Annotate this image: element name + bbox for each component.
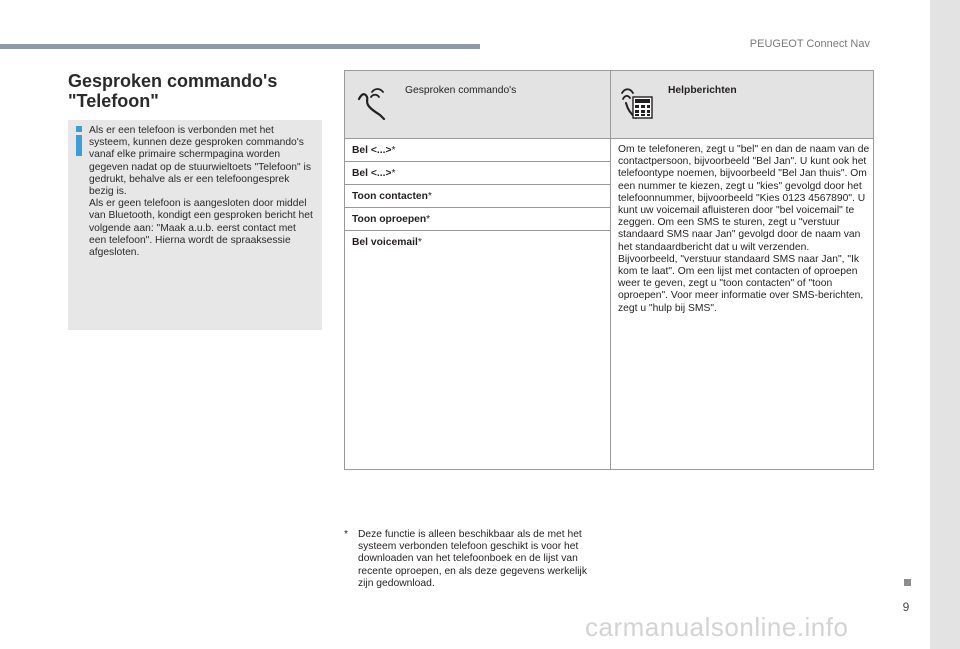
command-footnote-mark: * xyxy=(391,145,396,156)
help-message-text: Om te telefoneren, zegt u "bel" en dan de naam van de contactpersoon, bijvoorbeeld "Bel Jan". U kunt ook het telefoontype noemen, bijvoorbeeld "Bel Jan thuis". Om een nummer te kiezen, zegt u "kies" gevolgd door het telefoonnummer, bijvoorbeeld "Kies 0123 4567890". U kunt uw voicemail afluisteren door "bel voicemail" te zeggen. Om een SMS te sturen, zegt u "verstuur standaard SMS naar Jan" gevolgd door de naam van het standaardbericht dat u wilt verzenden. Bijvoorbeeld, "verstuur standaard SMS naar Jan", "Ik kom te laat". Om een lijst met contacten of oproepen weer te geven, zegt u "toon contacten" of "toon oproepen". Voor meer informatie over SMS-berichten, zegt u "hulp bij SMS". xyxy=(618,144,870,314)
command-row xyxy=(345,231,610,254)
command-list xyxy=(345,139,610,254)
voice-help-icon xyxy=(620,85,654,121)
command-row xyxy=(345,208,610,231)
header-rule xyxy=(0,44,480,49)
info-text xyxy=(89,125,314,259)
page-number: 9 xyxy=(902,600,910,614)
command-label: Bel voicemail xyxy=(352,237,418,248)
header-commands xyxy=(345,71,611,138)
command-row xyxy=(345,139,610,162)
manual-title: PEUGEOT Connect Nav xyxy=(749,38,870,50)
header-commands-label: Gesproken commando's xyxy=(405,85,517,96)
command-label: Bel <...> xyxy=(352,168,392,179)
info-paragraph-2: Als er geen telefoon is aangesloten door middel van Bluetooth, kondigt een gesproken bericht het volgende aan: "Maak a.u.b. eerst contact met een telefoon". Hierna wordt de spraaksessie afgesloten. xyxy=(89,198,313,259)
command-label: Bel <...> xyxy=(352,145,392,156)
section-title-line2: "Telefoon" xyxy=(68,91,159,111)
voice-command-icon xyxy=(355,85,389,121)
table-header xyxy=(345,71,873,139)
info-icon xyxy=(76,126,82,156)
info-paragraph-1: Als er een telefoon is verbonden met het systeem, kunnen deze gesproken commando's vanaf elke primaire schermpagina worden gegeven nadat op de stuurwieltoets "Telefoon" is gedrukt, behalve als er een telefoongesprek bezig is. xyxy=(89,125,311,198)
column-divider xyxy=(610,138,611,469)
command-row xyxy=(345,185,610,208)
footnote-text: Deze functie is alleen beschikbaar als de met het systeem verbonden telefoon geschikt is voor het downloaden van het telefoonboek en de lijst van recente oproepen, en als deze gegevens werkelijk zijn gedownload. xyxy=(358,529,587,589)
footnote-mark: * xyxy=(344,529,349,540)
command-label: Toon oproepen xyxy=(352,214,427,225)
command-footnote-mark: * xyxy=(417,237,422,248)
header-help xyxy=(610,71,873,138)
command-footnote-mark: * xyxy=(427,191,432,202)
header-help-label: Helpberichten xyxy=(668,85,737,96)
section-title-line1: Gesproken commando's xyxy=(68,71,278,91)
command-row xyxy=(345,162,610,185)
section-title xyxy=(68,71,328,111)
page-marker xyxy=(904,579,911,586)
voice-commands-table xyxy=(344,70,874,470)
side-band xyxy=(930,0,960,649)
command-footnote-mark: * xyxy=(426,214,431,225)
command-label: Toon contacten xyxy=(352,191,428,202)
watermark: carmanualsonline.info xyxy=(585,612,849,642)
command-footnote-mark: * xyxy=(391,168,396,179)
info-box xyxy=(68,120,322,330)
